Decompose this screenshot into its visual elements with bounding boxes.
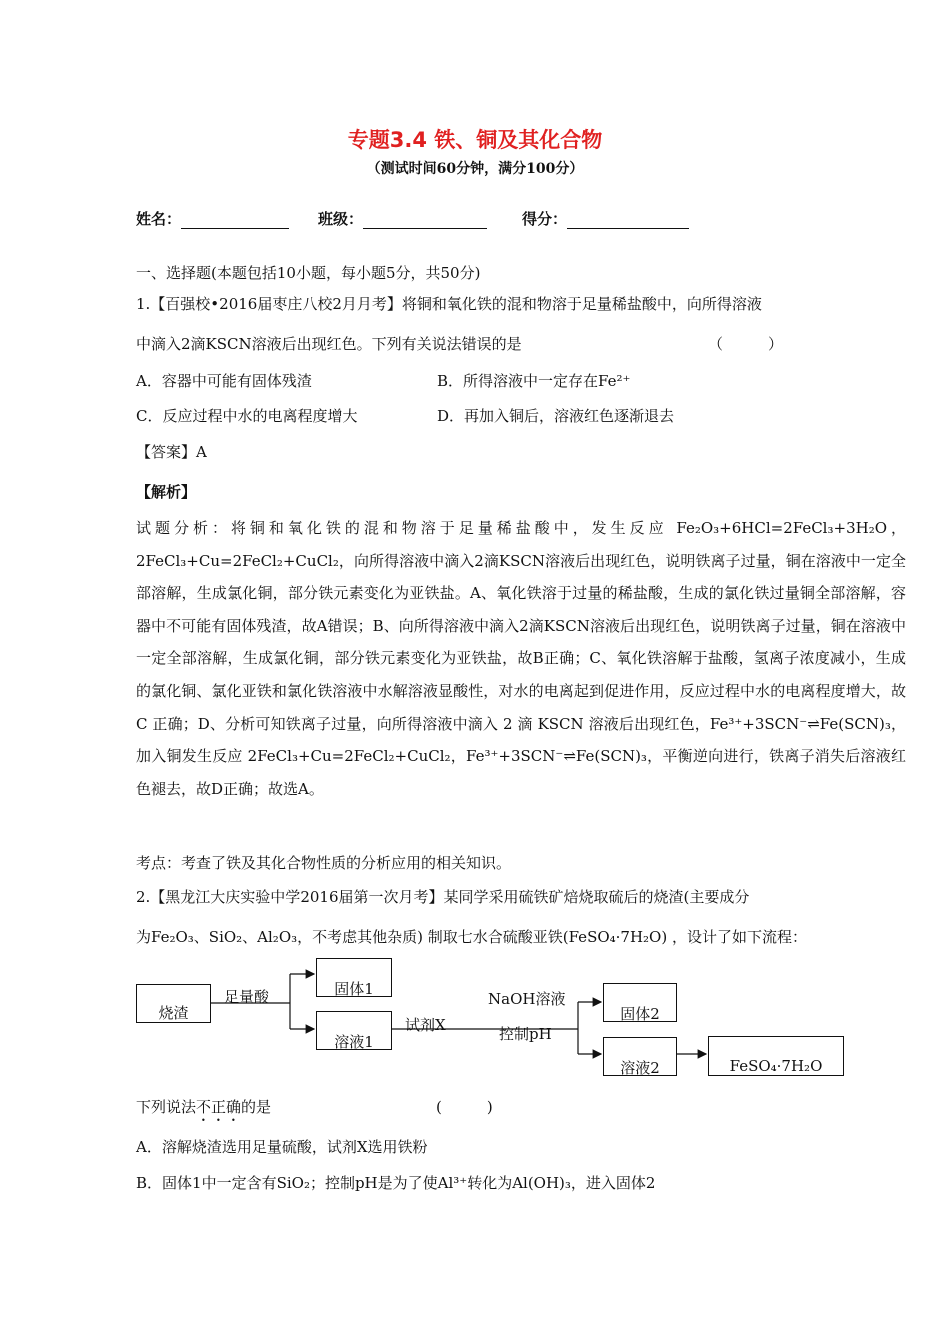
flow-solid1-box: 固体1 bbox=[316, 958, 392, 997]
q1-option-c: C．反应过程中水的电离程度增大 bbox=[136, 407, 358, 425]
class-label: 班级： bbox=[318, 210, 364, 228]
q2-stem-line1: 2.【黑龙江大庆实验中学2016届第一次月考】某同学采用硫铁矿焙烧取硫后的烧渣(主要成分 bbox=[136, 888, 750, 906]
q1-stem-line1: 1.【百强校•2016届枣庄八校2月月考】将铜和氧化铁的混和物溶于足量稀盐酸中，向所得溶液 bbox=[136, 295, 762, 313]
q1-analysis-label: 【解析】 bbox=[136, 483, 197, 501]
q1-analysis: 试题分析：将铜和氧化铁的混和物溶于足量稀盐酸中，发生反应 Fe₂O₃+6HCl=2FeCl₃+3H₂O，2FeCl₃+Cu=2FeCl₂+CuCl₂，向所得溶液中滴入2滴KSCN溶液后出现红色，说明铁离子过量，铜在溶液中一定全部溶解，生成氯化铜，部分铁元素变化为亚铁盐。A、氧化铁溶于过量的稀盐酸，生成的氯化铁过量铜全部溶解，容器中不可能有固体残渣，故A错误；B、向所得溶液中滴入2滴KSCN溶液后出现红色，说明铁离子过量，铜在溶液中一定全部溶解，生成氯化铜，部分铁元素变化为亚铁盐，故B正确；C、氧化铁溶解于盐酸，氢离子浓度减小，生成的氯化铜、氯化亚铁和氯化铁溶液中水解溶液显酸性，对水的电离起到促进作用，反应过程中水的电离程度增大，故 C 正确；D、分析可知铁离子过量，向所得溶液中滴入 2 滴 KSCN 溶液后出现红色，Fe³⁺+3SCN⁻⇌Fe(SCN)₃，加入铜发生反应 2FeCl₃+Cu=2FeCl₂+CuCl₂，Fe³⁺+3SCN⁻⇌Fe(SCN)₃，平衡逆向进行，铁离子消失后溶液红色褪去，故D正确；故选A。 bbox=[136, 519, 906, 798]
name-label: 姓名： bbox=[136, 210, 182, 228]
flow-solution1-box: 溶液1 bbox=[316, 1011, 392, 1050]
flow-reagent-label: 试剂X bbox=[405, 1016, 446, 1034]
flow-solution2-box: 溶液2 bbox=[603, 1037, 677, 1076]
q2-option-a: A．溶解烧渣选用足量硫酸，试剂X选用铁粉 bbox=[136, 1138, 428, 1156]
q2-question-pre: 下列说法 bbox=[136, 1098, 197, 1116]
q2-answer-paren: ( ) bbox=[436, 1098, 493, 1116]
q1-option-b: B．所得溶液中一定存在Fe²⁺ bbox=[437, 372, 631, 390]
q1-option-d: D．再加入铜后，溶液红色逐渐退去 bbox=[437, 407, 675, 425]
q1-option-a: A．容器中可能有固体残渣 bbox=[136, 372, 312, 390]
flow-ph-label: 控制pH bbox=[499, 1025, 552, 1043]
flow-start-box: 烧渣 bbox=[136, 984, 211, 1023]
flow-naoh-label: NaOH溶液 bbox=[488, 990, 566, 1008]
q1-stem-line2: 中滴入2滴KSCN溶液后出现红色。下列有关说法错误的是 bbox=[136, 335, 522, 353]
q1-point: 考点：考查了铁及其化合物性质的分析应用的相关知识。 bbox=[136, 854, 512, 872]
flow-solid2-box: 固体2 bbox=[603, 983, 677, 1022]
score-label: 得分： bbox=[522, 210, 568, 228]
page-title: 专题3.4 铁、铜及其化合物 bbox=[347, 128, 603, 152]
section-heading: 一、选择题(本题包括10小题，每小题5分，共50分) bbox=[136, 264, 481, 282]
q2-question-emphasis: 不正确 bbox=[196, 1098, 242, 1116]
page-subtitle: （测试时间60分钟，满分100分） bbox=[366, 161, 584, 177]
q2-option-b: B．固体1中一定含有SiO₂；控制pH是为了使Al³⁺转化为Al(OH)₃，进入固体2 bbox=[136, 1174, 656, 1192]
q1-answer: 【答案】A bbox=[136, 443, 207, 461]
q2-stem-line2: 为Fe₂O₃、SiO₂、Al₂O₃，不考虑其他杂质) 制取七水合硫酸亚铁(FeSO₄·7H₂O) ，设计了如下流程： bbox=[136, 928, 807, 946]
flow-acid-label: 足量酸 bbox=[224, 988, 270, 1006]
q1-answer-paren: （ ） bbox=[708, 335, 784, 353]
flow-product-box: FeSO₄·7H₂O bbox=[708, 1036, 844, 1076]
q2-question-post: 的是 bbox=[241, 1098, 272, 1116]
q2-question bbox=[136, 1096, 271, 1125]
